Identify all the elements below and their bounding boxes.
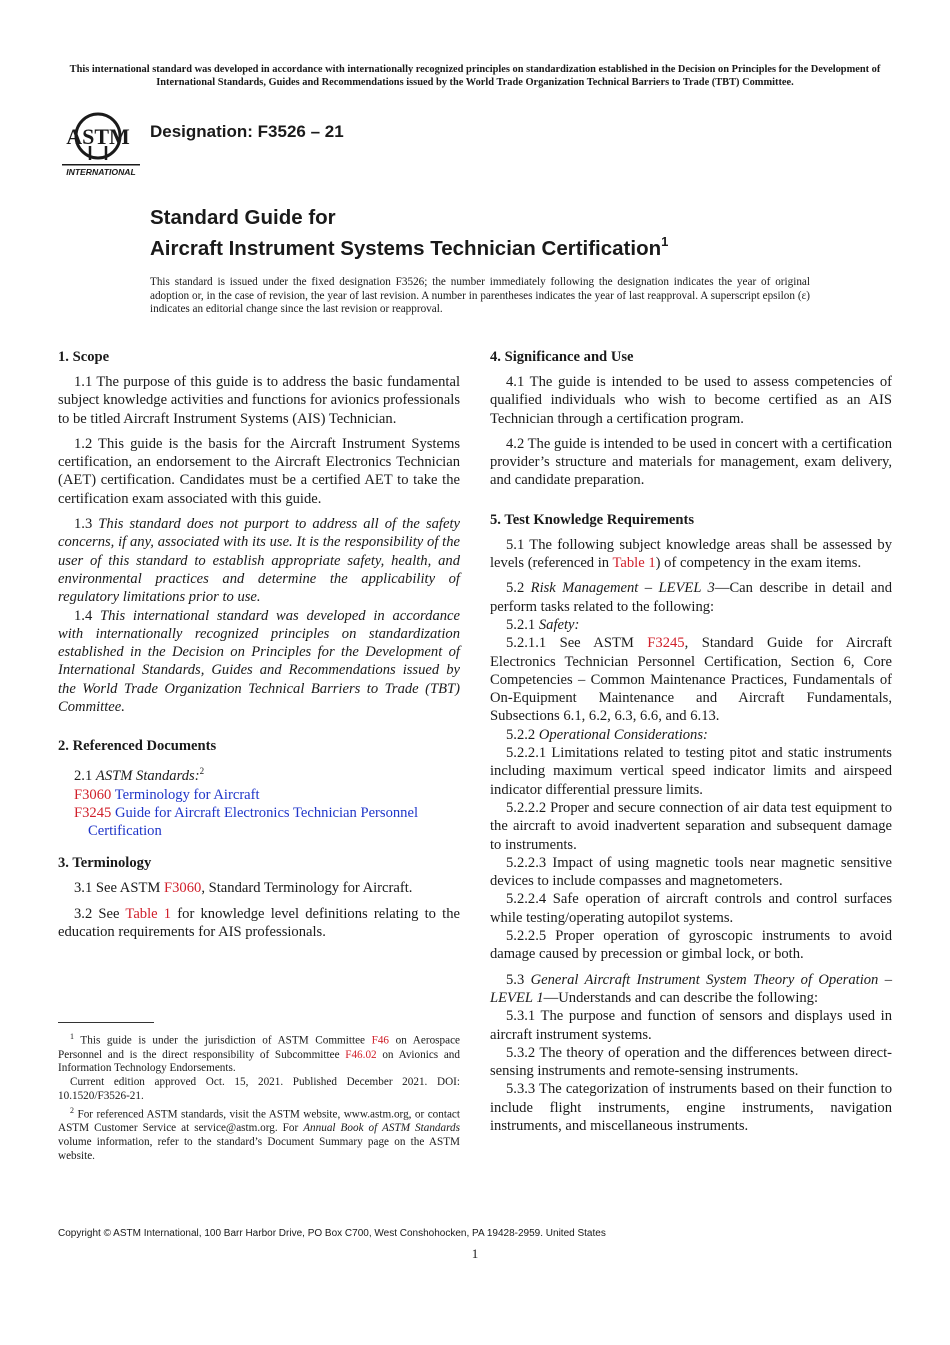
paragraph-4-1: 4.1 The guide is intended to be used to assess competencies of qualified individuals who wish to become certified as an AIS Technician through a certification program. [490,374,892,427]
footnote-1: $^1$ This guide is under the jurisdiction of ASTM Committee F46 on Aerospace Personnel and is the direct responsibility of Subcommittee F46.02 on Avionics and Information Technology Endorsements. [58,1032,461,1075]
logo-text: ASTM [66,124,130,149]
issue-note: This standard is issued under the fixed designation F3526; the number immediately following the designation indicates the year of original adoption or, in the case of revision, the year of last revision. A number in parentheses indicates the year of last reapproval. A superscript epsilon (ε) indicates an editorial change since the last revision or reapproval. [150,276,810,316]
section-heading-terminology: 3. Terminology [58,855,152,872]
copyright: Copyright © ASTM International, 100 Barr Harbor Drive, PO Box C700, West Conshohocken, PA 19428-2959. United States [58,1228,606,1239]
link-table-1[interactable]: Table 1 [125,905,172,922]
top-notice: This international standard was developed in accordance with internationally recognized principles on standardization established in the Decision on Principles for the Development of International Standards, Guides and Recommendations issued by the World Trade Organization Technical Barriers to Trade (TBT) Committee. [69,64,881,88]
link-f3245[interactable]: F3245 [647,635,685,652]
paragraph-1-1: 1.1 The purpose of this guide is to address the basic fundamental subject knowledge activities and functions for avionics professionals to be titled Aircraft Instrument Systems (AIS) Technician. [58,374,460,427]
title-line-2: Aircraft Instrument Systems Technician Certification [150,236,662,260]
paragraph-5-2-2-2: 5.2.2.2 Proper and secure connection of air data test equipment to the aircraft to avoid inadvertent separation and subsequent damage to instruments. [490,799,892,853]
paragraph-1-2: 1.2 This guide is the basis for the Aircraft Instrument Systems certification, an endorsement to the Aircraft Electronics Technician (AET) certification. Candidates must be a certified AET to take the certification exam associated with this guide. [58,435,460,507]
paragraph-5-1: 5.1 The following subject knowledge areas shall be assessed by levels (referenced in Table 1) of competency in the exam items. [490,536,892,572]
paragraph-5-3-2: 5.3.2 The theory of operation and the differences between direct-sensing instruments and remote-sensing instruments. [490,1044,892,1080]
link-f46-02[interactable]: F46.02 [345,1048,377,1061]
reference-f3245-title[interactable]: Guide for Aircraft Electronics Technician Personnel Certification [88,804,419,840]
astm-logo-icon [60,110,144,178]
paragraph-4-2: 4.2 The guide is intended to be used in concert with a certification provider’s structure and materials for management, exam delivery, and candidate preparation. [490,435,892,489]
footnote-rule [58,1022,154,1023]
paragraph-5-2-1-1: 5.2.1.1 See ASTM F3245, Standard Guide for Aircraft Electronics Technician Personnel Certification, Section 6, Core Competencies – Common Maintenance Practices, Fundamentals of On-Equipment Maintenance and Aircraft Fundamentals, Subsections 6.1, 6.2, 6.3, 6.6, and 6.13. [490,635,892,725]
section-heading-scope: 1. Scope [58,349,110,365]
reference-f3060-title[interactable]: Terminology for Aircraft [114,786,260,803]
paragraph-3-1: 3.1 See ASTM F3060, Standard Terminology for Aircraft. [74,880,413,897]
footnote-2: $^2$ For referenced ASTM standards, visit the ASTM website, www.astm.org, or contact ASTM Customer Service at service@astm.org. For Annual Book of ASTM Standards volume information, refer to the standard’s Document Summary page on the ASTM website. [58,1105,460,1162]
section-heading-test-knowledge: 5. Test Knowledge Requirements [490,511,695,528]
section-heading-referenced-documents: 2. Referenced Documents [58,738,217,755]
page-number: 1 [471,1246,479,1261]
paragraph-1-4: 1.4 This international standard was developed in accordance with internationally recognized principles on standardization established in the Decision on Principles for the Development of International Standards, Guides and Recommendations issued by the World Trade Organization Technical Barriers to Trade (TBT) Committee. [58,607,460,716]
paragraph-5-2-2-3: 5.2.2.3 Impact of using magnetic tools near magnetic sensitive devices to include compasses and magnetometers. [490,854,892,890]
paragraph-5-2-1: 5.2.1 Safety: [506,616,580,633]
paragraph-5-2-2: 5.2.2 Operational Considerations: [506,726,708,743]
section-heading-significance: 4. Significance and Use [490,349,634,365]
title-footnote-mark: 1 [661,234,669,249]
paragraph-2-1: 2.1 ASTM Standards:$^2$ [74,766,205,785]
footnote-1-edition: Current edition approved Oct. 15, 2021. Published December 2021. DOI: 10.1520/F3526-21. [58,1076,460,1102]
title-line-1: Standard Guide for [150,206,336,229]
paragraph-5-2-2-4: 5.2.2.4 Safe operation of aircraft controls and control surfaces while testing/operating autopilot systems. [490,891,892,926]
logo-subtext: INTERNATIONAL [66,167,136,177]
reference-f3060[interactable] [58,786,460,804]
paragraph-1-3: 1.3 This standard does not purport to address all of the safety concerns, if any, associated with its use. It is the responsibility of the user of this standard to establish appropriate safety, health, and environmental practices and determine the applicability of regulatory limitations prior to use. [58,516,460,606]
paragraph-5-2: 5.2 Risk Management – LEVEL 3—Can describe in detail and perform tasks related to the following: [490,580,892,615]
reference-f3245-code[interactable]: F3245 [74,804,112,821]
paragraph-5-3-1: 5.3.1 The purpose and function of sensors and displays used in aircraft instrument systems. [490,1008,892,1043]
right-column [490,348,892,1135]
link-table-1-b[interactable]: Table 1 [612,555,656,572]
link-f46[interactable]: F46 [371,1034,390,1047]
document-title [150,205,668,261]
designation: Designation: F3526 – 21 [150,122,344,141]
footnotes [58,1030,460,1164]
paragraph-5-2-2-5: 5.2.2.5 Proper operation of gyroscopic instruments to avoid damage caused by precession or gimbal lock, or both. [490,928,892,963]
paragraph-5-2-2-1: 5.2.2.1 Limitations related to testing pitot and static instruments including maximum vertical speed indicator limits and airspeed indicator differential pressure limits. [490,745,892,798]
left-column [58,348,460,948]
paragraph-3-2: 3.2 See Table 1 for knowledge level definitions relating to the education requirements for AIS professionals. [58,905,460,940]
reference-f3060-code[interactable]: F3060 [74,786,112,803]
paragraph-5-3: 5.3 General Aircraft Instrument System Theory of Operation – LEVEL 1—Understands and can describe the following: [490,971,893,1006]
astm-logo [60,110,144,178]
link-f3060[interactable]: F3060 [164,880,202,897]
paragraph-5-3-3: 5.3.3 The categorization of instruments based on their function to include flight instruments, engine instruments, navigation instruments, and miscellaneous instruments. [490,1081,892,1134]
reference-f3245[interactable] [58,804,460,841]
